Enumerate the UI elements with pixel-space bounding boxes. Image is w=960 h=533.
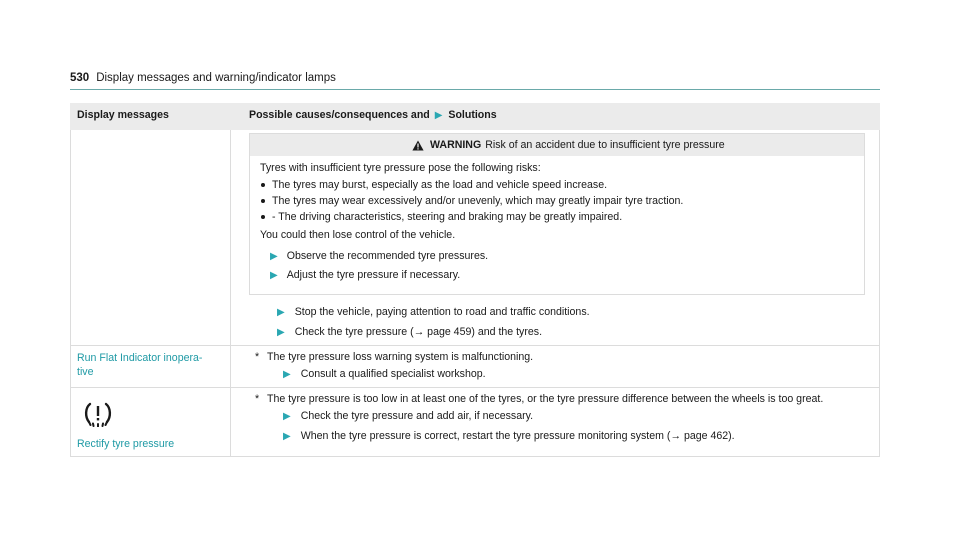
warning-risks-list <box>260 178 854 225</box>
warning-label: WARNING <box>430 139 482 151</box>
column-header-causes-solutions <box>231 104 880 130</box>
cause-description: The tyre pressure loss warning system is malfunctioning. <box>267 350 534 363</box>
warning-step-text: Observe the recommended tyre pressures. <box>286 249 489 262</box>
table-row <box>71 130 880 346</box>
warning-title: Risk of an accident due to insufficient tyre pressure <box>485 139 725 151</box>
solution-step-text: Stop the vehicle, paying attention to road and traffic conditions. <box>294 305 590 318</box>
warning-intro: Tyres with insufficient tyre pressure pose the following risks: <box>260 162 541 175</box>
solution-step <box>255 367 865 382</box>
warning-step <box>260 249 854 264</box>
causes-cell <box>231 387 880 456</box>
cause-description: The tyre pressure is too low in at least one of the tyres, or the tyre pressure difference between the wheels is too great. <box>267 392 824 405</box>
solution-step-text: When the tyre pressure is correct, restart the tyre pressure monitoring system (→ page 462). <box>300 430 735 443</box>
warning-consequence: You could then lose control of the vehicle. <box>260 229 456 242</box>
list-item: - The driving characteristics, steering and braking may be greatly impaired. <box>260 210 854 224</box>
solution-step-text: Consult a qualified specialist workshop. <box>300 368 486 381</box>
solution-step <box>255 429 865 444</box>
footnote-star: * <box>255 350 260 363</box>
list-item: The tyres may wear excessively and/or unevenly, which may greatly impair tyre traction. <box>260 194 854 208</box>
display-message-cell <box>71 345 231 387</box>
table-row <box>71 387 880 456</box>
play-arrow-icon: ▶ <box>283 410 291 422</box>
play-arrow-icon: ▶ <box>434 110 443 121</box>
solution-step <box>255 409 865 424</box>
warning-step <box>260 268 854 283</box>
solution-step-text: Check the tyre pressure (→ page 459) and the tyres. <box>294 326 543 339</box>
causes-cell <box>231 345 880 387</box>
table-header-row <box>71 104 880 130</box>
play-arrow-icon: ▶ <box>277 306 285 318</box>
column-header-solutions-text: Solutions <box>448 109 497 121</box>
warning-triangle-icon <box>412 140 424 151</box>
footnote-star: * <box>255 392 260 405</box>
solution-step <box>249 305 865 320</box>
causes-cell <box>231 130 880 346</box>
page-header <box>70 72 880 90</box>
column-header-causes-text: Possible causes/consequences and <box>249 109 430 121</box>
warning-step-text: Adjust the tyre pressure if necessary. <box>286 269 461 282</box>
column-header-display-messages: Display messages <box>71 104 231 130</box>
solution-step-text: Check the tyre pressure and add air, if necessary. <box>300 409 534 422</box>
play-arrow-icon: ▶ <box>270 270 278 282</box>
play-arrow-icon: ▶ <box>283 431 291 443</box>
play-arrow-icon: ▶ <box>283 369 291 381</box>
cause-text <box>255 350 865 364</box>
play-arrow-icon: ▶ <box>277 327 285 339</box>
page-number: 530 <box>70 72 90 84</box>
warning-box <box>249 133 865 295</box>
tyre-pressure-warning-icon <box>83 401 113 427</box>
table-row <box>71 345 880 387</box>
display-messages-table <box>70 103 880 457</box>
display-message-cell <box>71 130 231 346</box>
page-header-title: Display messages and warning/indicator lamps <box>96 72 336 84</box>
solution-step <box>249 325 865 340</box>
warning-header <box>250 134 864 156</box>
display-message-run-flat: Run Flat Indicator inopera-tive <box>77 351 203 379</box>
display-message-cell <box>71 387 231 456</box>
display-message-rectify: Rectify tyre pressure <box>77 437 175 450</box>
list-item: The tyres may burst, especially as the load and vehicle speed increase. <box>260 178 854 192</box>
cause-text <box>255 392 865 406</box>
play-arrow-icon: ▶ <box>270 250 278 262</box>
warning-body <box>250 156 864 293</box>
